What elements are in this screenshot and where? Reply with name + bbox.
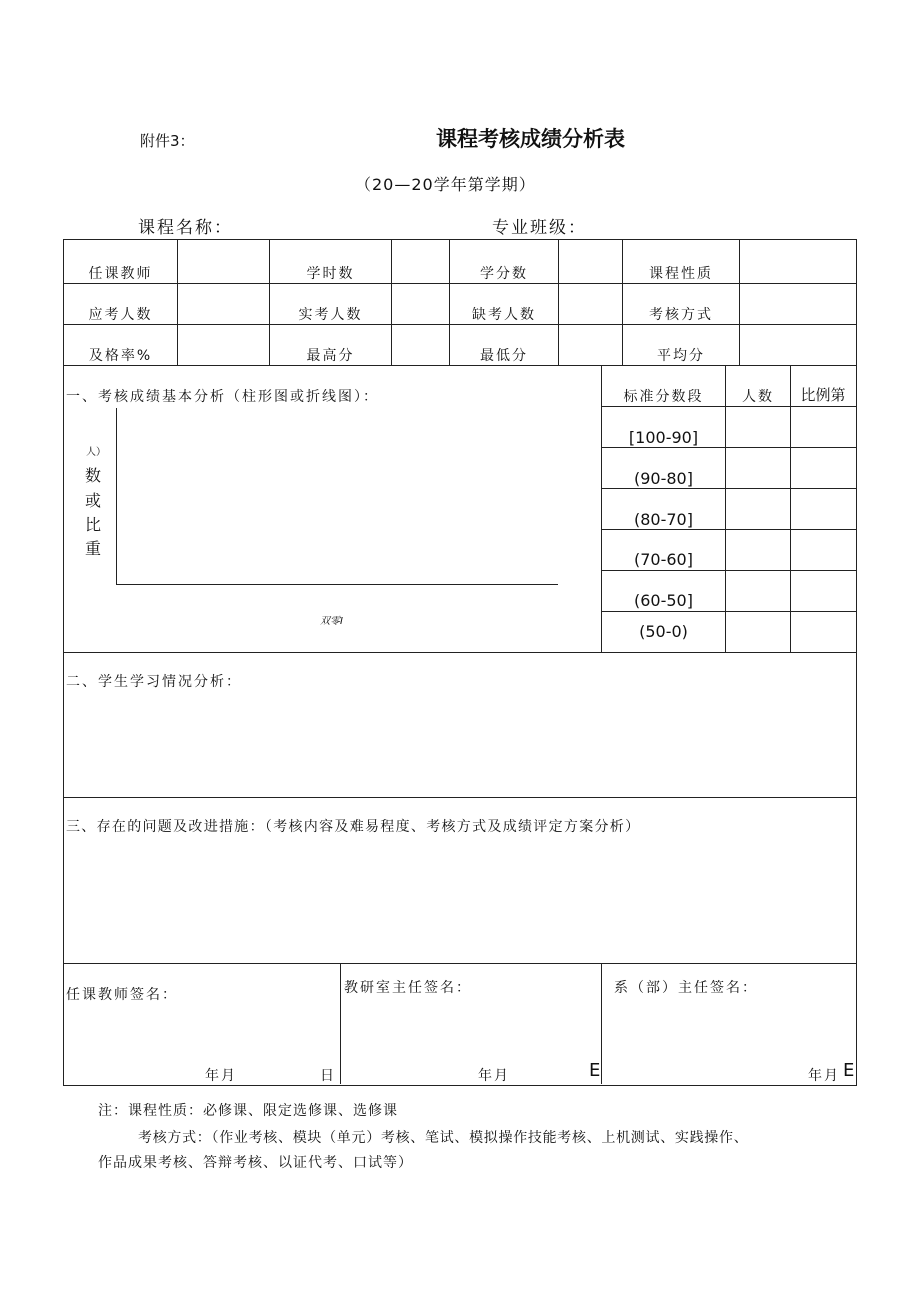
label-course-type: 课程性质 [649,266,713,282]
x-axis-label: 双零I [320,616,343,627]
label-min-score: 最低分 [480,348,528,364]
label-exam-method: 考核方式 [649,307,713,323]
score-range-1: [100-90] [628,428,699,447]
label-avg-score: 平均分 [657,348,705,364]
date2-day: E [589,1060,601,1081]
score-range-2: (90-80] [634,469,693,488]
teacher-signature-label: 任课教师签名： [66,987,178,1003]
label-actual: 实考人数 [298,307,363,323]
chart-x-axis [116,584,558,585]
page-title: 课程考核成绩分析表 [436,127,625,151]
y-axis-char-2: 或 [85,491,102,510]
score-header-count: 人数 [742,389,774,405]
section2-label: 二、学生学习情况分析： [66,674,242,690]
label-credits: 学分数 [480,266,528,282]
chart-y-axis [116,408,117,585]
label-hours: 学时数 [306,266,355,282]
section1-label: 一、考核成绩基本分析（柱形图或折线图）： [66,389,379,405]
date3-year-month: 年月 [808,1068,840,1084]
label-expected: 应考人数 [88,307,153,323]
score-header-range: 标准分数段 [623,389,704,405]
y-axis-char-3: 比 [85,515,102,534]
label-pass-rate: 及格率% [88,348,153,364]
score-range-3: (80-70] [634,510,693,529]
note-line-1: 注：课程性质：必修课、限定选修课、选修课 [98,1103,398,1119]
course-name-label: 课程名称： [138,218,233,238]
section3-label: 三、存在的问题及改进措施：（考核内容及难易程度、考核方式及成绩评定方案分析） [66,819,641,835]
date3-day: E [843,1060,855,1081]
y-axis-char-4: 重 [85,539,102,558]
dept-signature-label: 系（部）主任签名： [614,980,758,996]
score-range-6: (50-0) [639,622,688,641]
label-teacher: 任课教师 [88,266,153,282]
score-range-4: (70-60] [634,550,693,569]
date2-year-month: 年月 [478,1068,510,1084]
date1-year-month: 年月 [205,1068,237,1084]
major-class-label: 专业班级： [492,218,587,238]
office-signature-label: 教研室主任签名： [344,980,472,996]
score-range-5: (60-50] [634,591,693,610]
y-axis-char-1: 数 [85,466,102,485]
y-axis-top: 人） [86,447,106,458]
date1-day: 日 [320,1068,334,1084]
note-line-3: 作品成果考核、答辩考核、以证代考、口试等） [98,1155,413,1171]
score-header-ratio: 比例第 [800,386,846,404]
form-table [63,239,857,1086]
note-line-2: 考核方式：（作业考核、模块（单元）考核、笔试、模拟操作技能考核、上机测试、实践操作、 [138,1130,749,1146]
label-absent: 缺考人数 [472,307,536,323]
label-max-score: 最高分 [306,348,355,364]
attachment-label: 附件3： [140,132,195,150]
page-subtitle: （20—20学年第学期） [355,175,536,194]
